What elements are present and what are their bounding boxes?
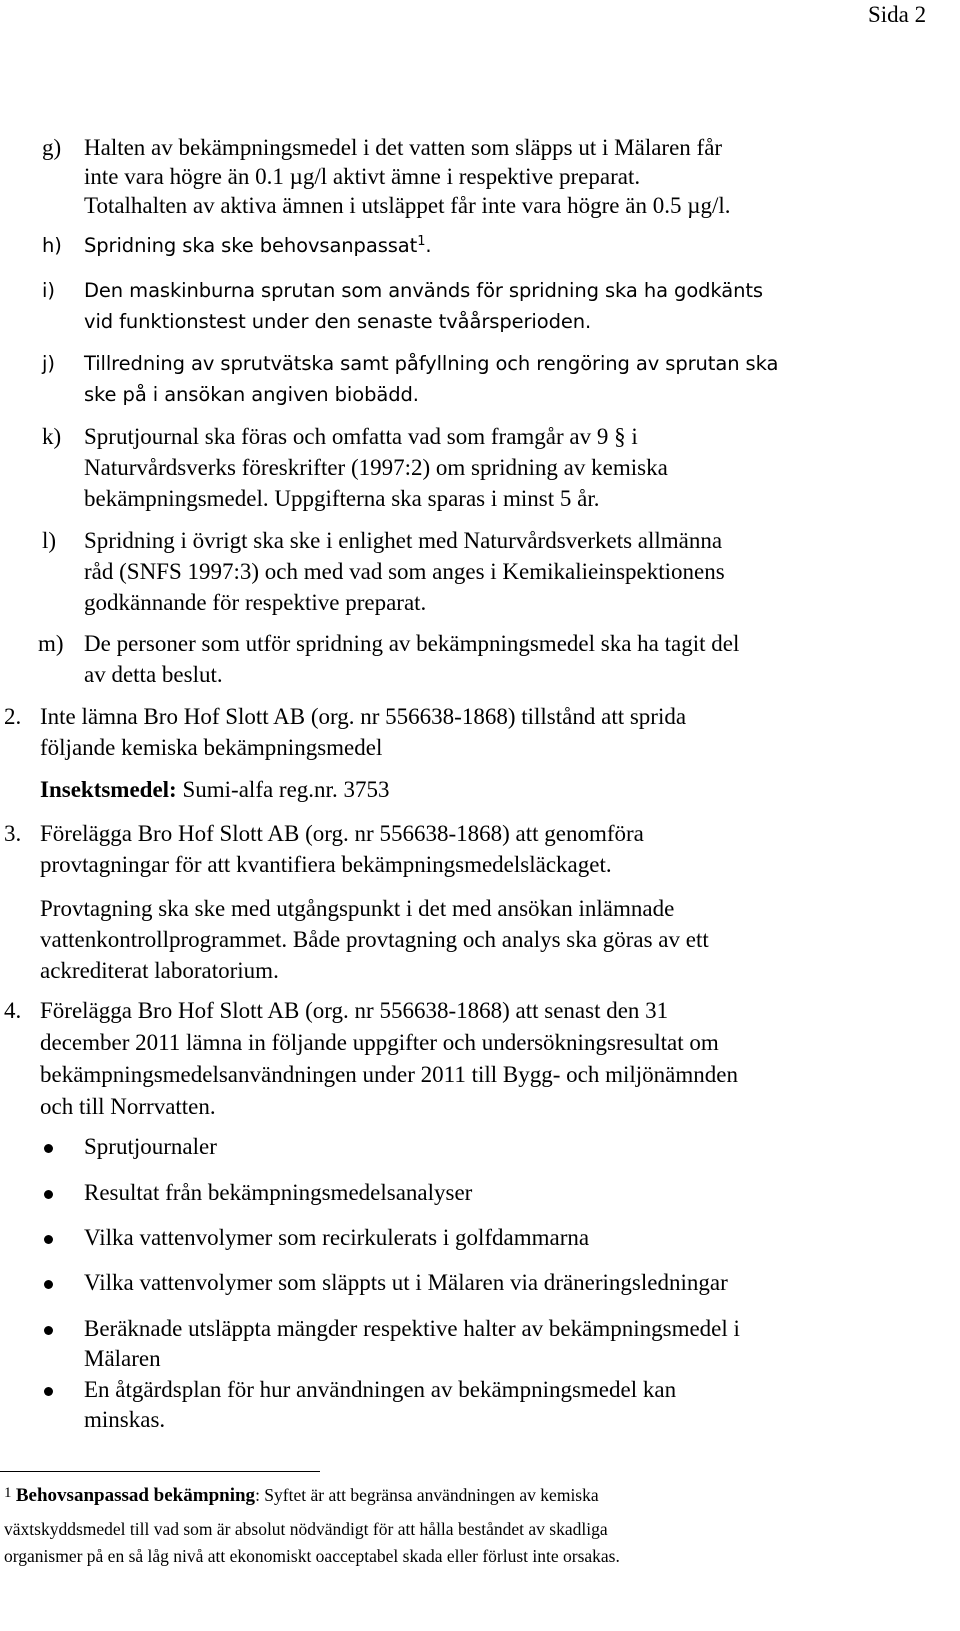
item-i-label: i) bbox=[42, 279, 55, 302]
item-h-text bbox=[84, 230, 432, 261]
item-k-line-1: Sprutjournal ska föras och omfatta vad som framgår av 9 § i bbox=[84, 424, 638, 449]
section-3-line-1: Förelägga Bro Hof Slott AB (org. nr 556638-1868) att genomföra bbox=[40, 821, 644, 846]
item-h-label: h) bbox=[42, 234, 62, 257]
item-h-line: Spridning ska ske behovsanpassat bbox=[84, 234, 418, 257]
bullet-5-line-1: Beräknade utsläppta mängder respektive halter av bekämpningsmedel i bbox=[84, 1316, 740, 1341]
item-k-line-2: Naturvårdsverks föreskrifter (1997:2) om spridning av kemiska bbox=[84, 455, 668, 480]
bullet-5-line-2: Mälaren bbox=[84, 1346, 161, 1371]
bullet-icon bbox=[44, 1144, 53, 1153]
item-l-line-1: Spridning i övrigt ska ske i enlighet med Naturvårdsverkets allmänna bbox=[84, 528, 723, 553]
item-g-line-2: inte vara högre än 0.1 µg/l aktivt ämne i respektive preparat. bbox=[84, 164, 641, 189]
footnote-separator bbox=[0, 1471, 320, 1472]
item-l-label: l) bbox=[42, 528, 57, 553]
item-m-line-1: De personer som utför spridning av bekämpningsmedel ska ha tagit del bbox=[84, 631, 740, 656]
bullet-icon bbox=[44, 1387, 53, 1396]
footnote-line-2: växtskyddsmedel till vad som är absolut nödvändigt för att hålla beståndet av skadliga bbox=[4, 1519, 608, 1539]
item-h-period: . bbox=[425, 234, 432, 257]
bullet-3-line-1: Vilka vattenvolymer som recirkulerats i golfdammarna bbox=[84, 1225, 590, 1250]
item-g-line-3: Totalhalten av aktiva ämnen i utsläppet får inte vara högre än 0.5 µg/l. bbox=[84, 193, 731, 218]
item-i-line-1: Den maskinburna sprutan som används för spridning ska ha godkänts bbox=[84, 279, 763, 302]
section-3-line-2: provtagningar för att kvantifiera bekämpningsmedelsläckaget. bbox=[40, 852, 612, 877]
section-4-line-2: december 2011 lämna in följande uppgifter och undersökningsresultat om bbox=[40, 1030, 719, 1055]
footnote-reference: 1 bbox=[417, 234, 426, 249]
footnote-number: 1 bbox=[4, 1485, 12, 1501]
bullet-icon bbox=[44, 1326, 53, 1335]
bullet-4-line-1: Vilka vattenvolymer som släppts ut i Mälaren via dräneringsledningar bbox=[84, 1270, 728, 1295]
section-4-line-1: Förelägga Bro Hof Slott AB (org. nr 556638-1868) att senast den 31 bbox=[40, 998, 669, 1023]
section-2-line-1: Inte lämna Bro Hof Slott AB (org. nr 556638-1868) tillstånd att sprida bbox=[40, 704, 687, 729]
section-3-para-line-2: vattenkontrollprogrammet. Både provtagning och analys ska göras av ett bbox=[40, 927, 709, 952]
product-line bbox=[40, 774, 389, 805]
item-k-line-3: bekämpningsmedel. Uppgifterna ska sparas i minst 5 år. bbox=[84, 486, 600, 511]
product-value: Sumi-alfa reg.nr. 3753 bbox=[182, 777, 390, 802]
bullet-icon bbox=[44, 1190, 53, 1199]
section-3-para-line-3: ackrediterat laboratorium. bbox=[40, 958, 279, 983]
section-3-para-line-1: Provtagning ska ske med utgångspunkt i det med ansökan inlämnade bbox=[40, 896, 675, 921]
item-g-label: g) bbox=[42, 135, 62, 160]
item-m-label: m) bbox=[38, 631, 64, 656]
item-j-line-2: ske på i ansökan angiven biobädd. bbox=[84, 383, 419, 406]
section-4-line-4: och till Norrvatten. bbox=[40, 1094, 216, 1119]
footnote-line-3: organismer på en så låg nivå att ekonomiskt oacceptabel skada eller förlust inte orsakas. bbox=[4, 1546, 620, 1566]
item-l-line-2: råd (SNFS 1997:3) och med vad som anges i Kemikalieinspektionens bbox=[84, 559, 725, 584]
item-m-line-2: av detta beslut. bbox=[84, 662, 223, 687]
footnote-text-1: : Syftet är att begränsa användningen av kemiska bbox=[255, 1485, 599, 1505]
item-g-line-1: Halten av bekämpningsmedel i det vatten som släpps ut i Mälaren får bbox=[84, 135, 723, 160]
bullet-icon bbox=[44, 1235, 53, 1244]
bullet-6-line-1: En åtgärdsplan för hur användningen av bekämpningsmedel kan bbox=[84, 1377, 677, 1402]
footnote-line-1 bbox=[4, 1482, 599, 1509]
section-2-line-2: följande kemiska bekämpningsmedel bbox=[40, 735, 383, 760]
footnote-term: Behovsanpassad bekämpning bbox=[15, 1485, 256, 1506]
section-3-number: 3. bbox=[4, 821, 22, 846]
product-label: Insektsmedel: bbox=[40, 777, 177, 802]
item-i-line-2: vid funktionstest under den senaste tvåårsperioden. bbox=[84, 310, 592, 333]
bullet-2-line-1: Resultat från bekämpningsmedelsanalyser bbox=[84, 1180, 473, 1205]
item-l-line-3: godkännande för respektive preparat. bbox=[84, 590, 427, 615]
section-4-number: 4. bbox=[4, 998, 22, 1023]
item-k-label: k) bbox=[42, 424, 62, 449]
item-j-line-1: Tillredning av sprutvätska samt påfyllning och rengöring av sprutan ska bbox=[84, 352, 779, 375]
section-4-line-3: bekämpningsmedelsanvändningen under 2011 till Bygg- och miljönämnden bbox=[40, 1062, 738, 1087]
bullet-icon bbox=[44, 1280, 53, 1289]
item-j-label: j) bbox=[42, 352, 55, 375]
bullet-1-line-1: Sprutjournaler bbox=[84, 1134, 217, 1159]
section-2-number: 2. bbox=[4, 704, 22, 729]
bullet-6-line-2: minskas. bbox=[84, 1407, 166, 1432]
page-number-label: Sida 2 bbox=[868, 2, 927, 27]
